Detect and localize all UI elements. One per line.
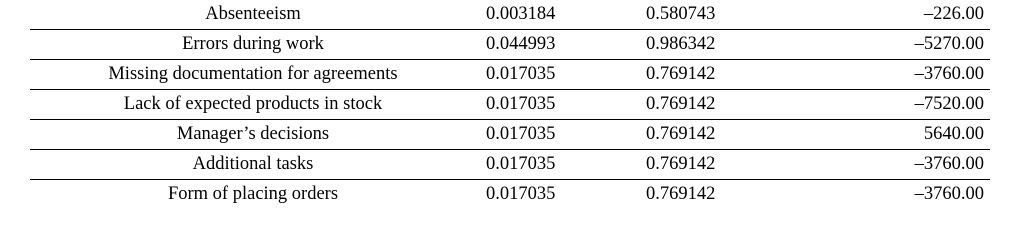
factor-cell: Form of placing orders <box>167 184 339 205</box>
value-a-cell: 0.017035 <box>476 90 636 120</box>
value-c-cell: 5640.00 <box>796 120 990 150</box>
value-c-cell: –3760.00 <box>914 184 984 205</box>
factor-cell: Manager’s decisions <box>30 120 476 150</box>
factor-cell: Additional tasks <box>30 150 476 180</box>
value-b-cell: 0.769142 <box>646 184 716 205</box>
value-a-cell: 0.017035 <box>476 150 636 180</box>
value-b-cell: 0.769142 <box>636 60 796 90</box>
value-b-cell: 0.769142 <box>636 90 796 120</box>
table-row <box>30 60 990 90</box>
value-c-cell: –7520.00 <box>796 90 990 120</box>
table-row <box>30 120 990 150</box>
table-row <box>30 0 990 30</box>
table-row <box>30 150 990 180</box>
value-c-cell: –3760.00 <box>796 150 990 180</box>
factor-cell: Lack of expected products in stock <box>30 90 476 120</box>
factor-cell: Absenteeism <box>30 0 476 30</box>
value-b-cell: 0.986342 <box>636 30 796 60</box>
table-row <box>30 30 990 60</box>
value-c-cell: –226.00 <box>796 0 990 30</box>
value-a-cell: 0.003184 <box>476 0 636 30</box>
table-row <box>30 180 990 210</box>
table-row <box>30 90 990 120</box>
table-container <box>30 0 990 209</box>
value-a-cell: 0.017035 <box>476 120 636 150</box>
value-b-cell: 0.580743 <box>636 0 796 30</box>
value-b-cell: 0.769142 <box>636 120 796 150</box>
value-a-cell: 0.017035 <box>476 60 636 90</box>
value-c-cell: –3760.00 <box>796 60 990 90</box>
factor-cell: Errors during work <box>30 30 476 60</box>
factor-cell: Missing documentation for agreements <box>30 60 476 90</box>
value-a-cell: 0.017035 <box>486 184 556 205</box>
value-a-cell: 0.044993 <box>476 30 636 60</box>
value-c-cell: –5270.00 <box>796 30 990 60</box>
data-table <box>30 0 990 209</box>
value-b-cell: 0.769142 <box>636 150 796 180</box>
